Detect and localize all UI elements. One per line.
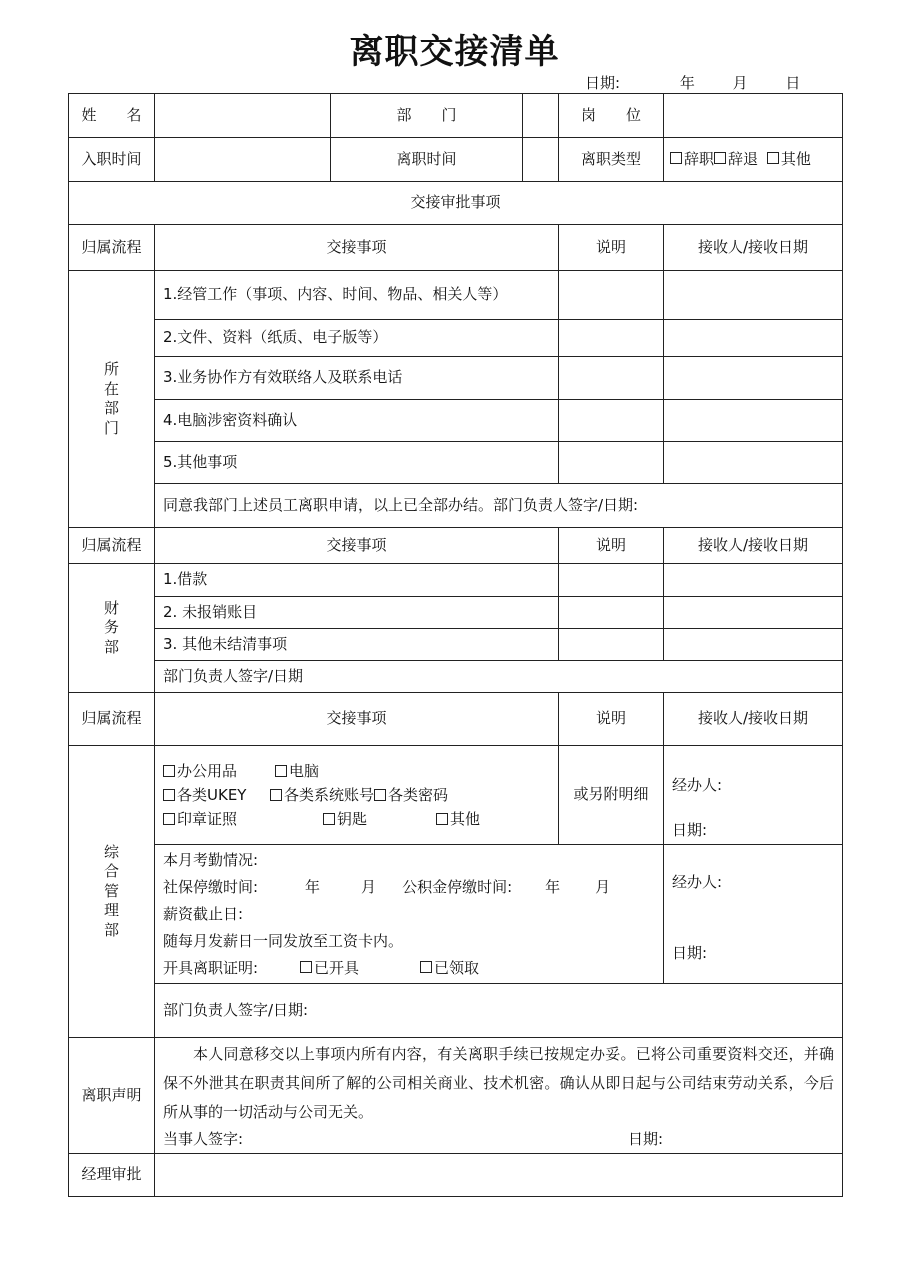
- col-process: 归属流程: [69, 225, 155, 271]
- dept-item: 5.其他事项: [155, 442, 559, 484]
- asset-ukey[interactable]: 各类UKEY: [163, 783, 270, 807]
- checkbox-icon: [275, 765, 287, 777]
- finance-item-note[interactable]: [559, 564, 664, 597]
- col-note: 说明: [559, 693, 664, 746]
- dept-item: 2.文件、资料（纸质、电子版等）: [155, 320, 559, 357]
- leave-type-label: 离职类型: [559, 138, 664, 182]
- finance-item-receiver[interactable]: [664, 629, 843, 661]
- dept-item-note[interactable]: [559, 357, 664, 400]
- finance-item: 2. 未报销账目: [155, 597, 559, 629]
- checkbox-icon: [420, 961, 432, 973]
- dept-item-note[interactable]: [559, 400, 664, 442]
- form-title: 离职交接清单: [349, 32, 560, 72]
- cert-received[interactable]: 已领取: [420, 955, 479, 982]
- admin-signature: 部门负责人签字/日期:: [155, 984, 843, 1038]
- position-label: 岗 位: [559, 94, 664, 138]
- checkbox-icon: [300, 961, 312, 973]
- leave-date-label: 离职时间: [331, 138, 523, 182]
- handler-date-label: 日期:: [672, 821, 708, 839]
- finance-item: 3. 其他未结清事项: [155, 629, 559, 661]
- asset-seals[interactable]: 印章证照: [163, 807, 323, 831]
- department-field[interactable]: [523, 94, 559, 138]
- date-month: 月: [732, 74, 748, 92]
- checkbox-icon: [714, 152, 726, 164]
- leave-date-field[interactable]: [523, 138, 559, 182]
- date-day: 日: [785, 74, 801, 92]
- dept-item-note[interactable]: [559, 442, 664, 484]
- checkbox-icon: [323, 813, 335, 825]
- handover-form: [68, 93, 843, 1197]
- col-item: 交接事项: [155, 528, 559, 564]
- asset-keys[interactable]: 钥匙: [323, 807, 436, 831]
- checkbox-icon: [767, 152, 779, 164]
- col-item: 交接事项: [155, 225, 559, 271]
- payroll-info: [155, 845, 664, 984]
- col-item: 交接事项: [155, 693, 559, 746]
- checkbox-icon: [163, 813, 175, 825]
- date-year: 年: [679, 74, 695, 92]
- hire-date-field[interactable]: [155, 138, 331, 182]
- dept-item-receiver[interactable]: [664, 357, 843, 400]
- asset-other[interactable]: 其他: [436, 807, 480, 831]
- cert-issued[interactable]: 已开具: [300, 955, 420, 982]
- asset-system-accounts[interactable]: 各类系统账号: [270, 783, 374, 807]
- payroll-handler-cell: [664, 845, 843, 984]
- dept-item-receiver[interactable]: [664, 442, 843, 484]
- dept-item: 4.电脑涉密资料确认: [155, 400, 559, 442]
- col-receiver: 接收人/接收日期: [664, 225, 843, 271]
- finance-signature: 部门负责人签字/日期: [155, 661, 843, 693]
- salary-note: 随每月发薪日一同发放至工资卡内。: [163, 931, 404, 950]
- dept-item: 1.经管工作（事项、内容、时间、物品、相关人等）: [155, 271, 559, 320]
- attendance-label: 本月考勤情况:: [163, 850, 259, 869]
- dept-item-receiver[interactable]: [664, 271, 843, 320]
- checkbox-icon: [374, 789, 386, 801]
- department-label: 部 门: [331, 94, 523, 138]
- name-label: 姓 名: [69, 94, 155, 138]
- finance-item-receiver[interactable]: [664, 564, 843, 597]
- asset-options: [155, 746, 559, 845]
- handler-date-label: 日期:: [672, 944, 708, 962]
- handler-label: 经办人:: [672, 776, 723, 794]
- finance-item-receiver[interactable]: [664, 597, 843, 629]
- dept-item-note[interactable]: [559, 320, 664, 357]
- salary-cutoff-label: 薪资截止日:: [163, 904, 244, 923]
- col-receiver: 接收人/接收日期: [664, 693, 843, 746]
- admin-section-label: 综 合 管 理 部: [69, 746, 155, 1038]
- asset-handler-cell: [664, 746, 843, 845]
- leave-type-dismissed[interactable]: 辞退: [714, 150, 758, 170]
- dept-item: 3.业务协作方有效联络人及联系电话: [155, 357, 559, 400]
- social-security-line: 社保停缴时间: 年 月 公积金停缴时间: 年 月: [163, 877, 611, 896]
- checkbox-icon: [270, 789, 282, 801]
- dept-approval: 同意我部门上述员工离职申请，以上已全部办结。部门负责人签字/日期:: [155, 484, 843, 528]
- col-process: 归属流程: [69, 528, 155, 564]
- declaration-text: 本人同意移交以上事项内所有内容，有关离职手续已按规定办妥。已将公司重要资料交还，并确保不外泄其在职责其间所了解的公司相关商业、技术机密。确认从即日起与公司结束劳动关系，今后 所从事的一切活动与公司无关。: [163, 1045, 834, 1121]
- leave-type-resign[interactable]: 辞职: [670, 150, 714, 170]
- finance-item-note[interactable]: [559, 629, 664, 661]
- asset-office-supplies[interactable]: 办公用品: [163, 759, 275, 783]
- asset-note: 或另附明细: [559, 746, 664, 845]
- checkbox-icon: [670, 152, 682, 164]
- asset-passwords[interactable]: 各类密码: [374, 783, 448, 807]
- col-process: 归属流程: [69, 693, 155, 746]
- dept-section-label: 所 在 部 门: [69, 271, 155, 528]
- declaration-label: 离职声明: [69, 1038, 155, 1154]
- form-date-line: [585, 72, 800, 93]
- manager-approval-field[interactable]: [155, 1154, 843, 1197]
- checkbox-icon: [436, 813, 448, 825]
- section-header: 交接审批事项: [69, 182, 843, 225]
- checkbox-icon: [163, 765, 175, 777]
- col-receiver: 接收人/接收日期: [664, 528, 843, 564]
- declaration-cell: [155, 1038, 843, 1154]
- declaration-sign-line: [163, 1127, 834, 1151]
- certificate-line: 开具离职证明: 已开具 已领取: [163, 955, 655, 982]
- checkbox-icon: [163, 789, 175, 801]
- hire-date-label: 入职时间: [69, 138, 155, 182]
- finance-section-label: 财 务 部: [69, 564, 155, 693]
- manager-label: 经理审批: [69, 1154, 155, 1197]
- dept-item-note[interactable]: [559, 271, 664, 320]
- dept-item-receiver[interactable]: [664, 320, 843, 357]
- col-note: 说明: [559, 225, 664, 271]
- leave-type-other[interactable]: 其他: [767, 150, 811, 170]
- asset-computer[interactable]: 电脑: [275, 759, 319, 783]
- finance-item-note[interactable]: [559, 597, 664, 629]
- handler-label: 经办人:: [672, 873, 723, 891]
- col-note: 说明: [559, 528, 664, 564]
- date-label: 日期:: [585, 74, 621, 92]
- declaration-date-label: 日期:: [628, 1130, 664, 1148]
- dept-item-receiver[interactable]: [664, 400, 843, 442]
- signer-label: 当事人签字:: [163, 1130, 244, 1148]
- finance-item: 1.借款: [155, 564, 559, 597]
- position-field[interactable]: [664, 94, 843, 138]
- leave-type-options: [664, 138, 843, 182]
- name-field[interactable]: [155, 94, 331, 138]
